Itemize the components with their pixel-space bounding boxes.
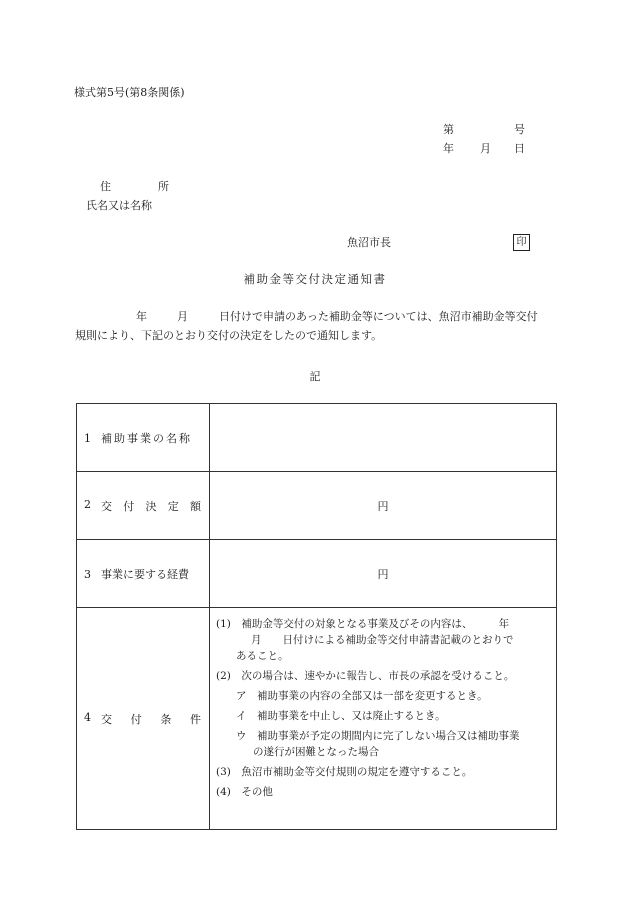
- body-text: 日付けで申請のあった補助金等については、魚沼市補助金等交付: [219, 310, 538, 323]
- body-line-1: [75, 311, 555, 322]
- condition-3: (3) 魚沼市補助金等交付規則の規定を遵守すること。: [216, 766, 473, 778]
- body-month-label: 月: [177, 310, 188, 323]
- condition-2-a: ア 補助事業の内容の全部又は一部を変更するとき。: [236, 690, 488, 702]
- ki-heading: 記: [309, 370, 321, 383]
- condition-2-u-line-2: の遂行が困難となった場合: [253, 746, 379, 758]
- label-conditions: 4 交 付 条 件: [77, 608, 210, 830]
- address-label-1: 住: [100, 180, 111, 193]
- body-line-2: 規則により、下記のとおり交付の決定をしたので通知します。: [75, 329, 383, 342]
- document-title: 補助金等交付決定通知書: [243, 272, 387, 286]
- value-project-cost: 円: [210, 540, 557, 608]
- date-year-label: 年: [443, 142, 454, 155]
- form-number: 様式第5号(第8条関係): [74, 86, 185, 99]
- condition-4: (4) その他: [216, 786, 273, 798]
- condition-2: (2) 次の場合は、速やかに報告し、市長の承認を受けること。: [216, 670, 515, 682]
- details-table: [76, 403, 557, 830]
- label-project-cost: 3 事業に要する経費: [77, 540, 210, 608]
- issuer-mayor: 魚沼市長: [347, 236, 391, 249]
- table-row: [77, 540, 557, 608]
- table-row: [77, 608, 557, 830]
- document-number-label: 第: [443, 123, 454, 136]
- condition-2-u-line-1: ウ 補助事業が予定の期間内に完了しない場合又は補助事業: [236, 730, 520, 742]
- label-grant-amount: 2 交 付 決 定 額: [77, 472, 210, 540]
- address-label-2: 所: [158, 180, 169, 193]
- value-conditions: [210, 608, 557, 830]
- condition-2-i: イ 補助事業を中止し、又は廃止するとき。: [236, 710, 446, 722]
- table-row: [77, 404, 557, 472]
- label-project-name: 1 補助事業の名称: [77, 404, 210, 472]
- body-year-label: 年: [136, 310, 147, 323]
- value-grant-amount: 円: [210, 472, 557, 540]
- date-day-label: 日: [514, 142, 525, 155]
- seal-mark: 印: [513, 234, 530, 251]
- document-number-suffix: 号: [514, 123, 525, 136]
- value-project-name: [210, 404, 557, 472]
- condition-1-line-1: (1) 補助金等交付の対象となる事業及びその内容は、 年: [216, 618, 510, 630]
- date-month-label: 月: [480, 142, 491, 155]
- table-row: [77, 472, 557, 540]
- name-label: 氏名又は名称: [86, 199, 152, 212]
- condition-1-line-3: あること。: [236, 650, 289, 662]
- condition-1-line-2: 月 日付けによる補助金等交付申請書記載のとおりで: [230, 634, 514, 646]
